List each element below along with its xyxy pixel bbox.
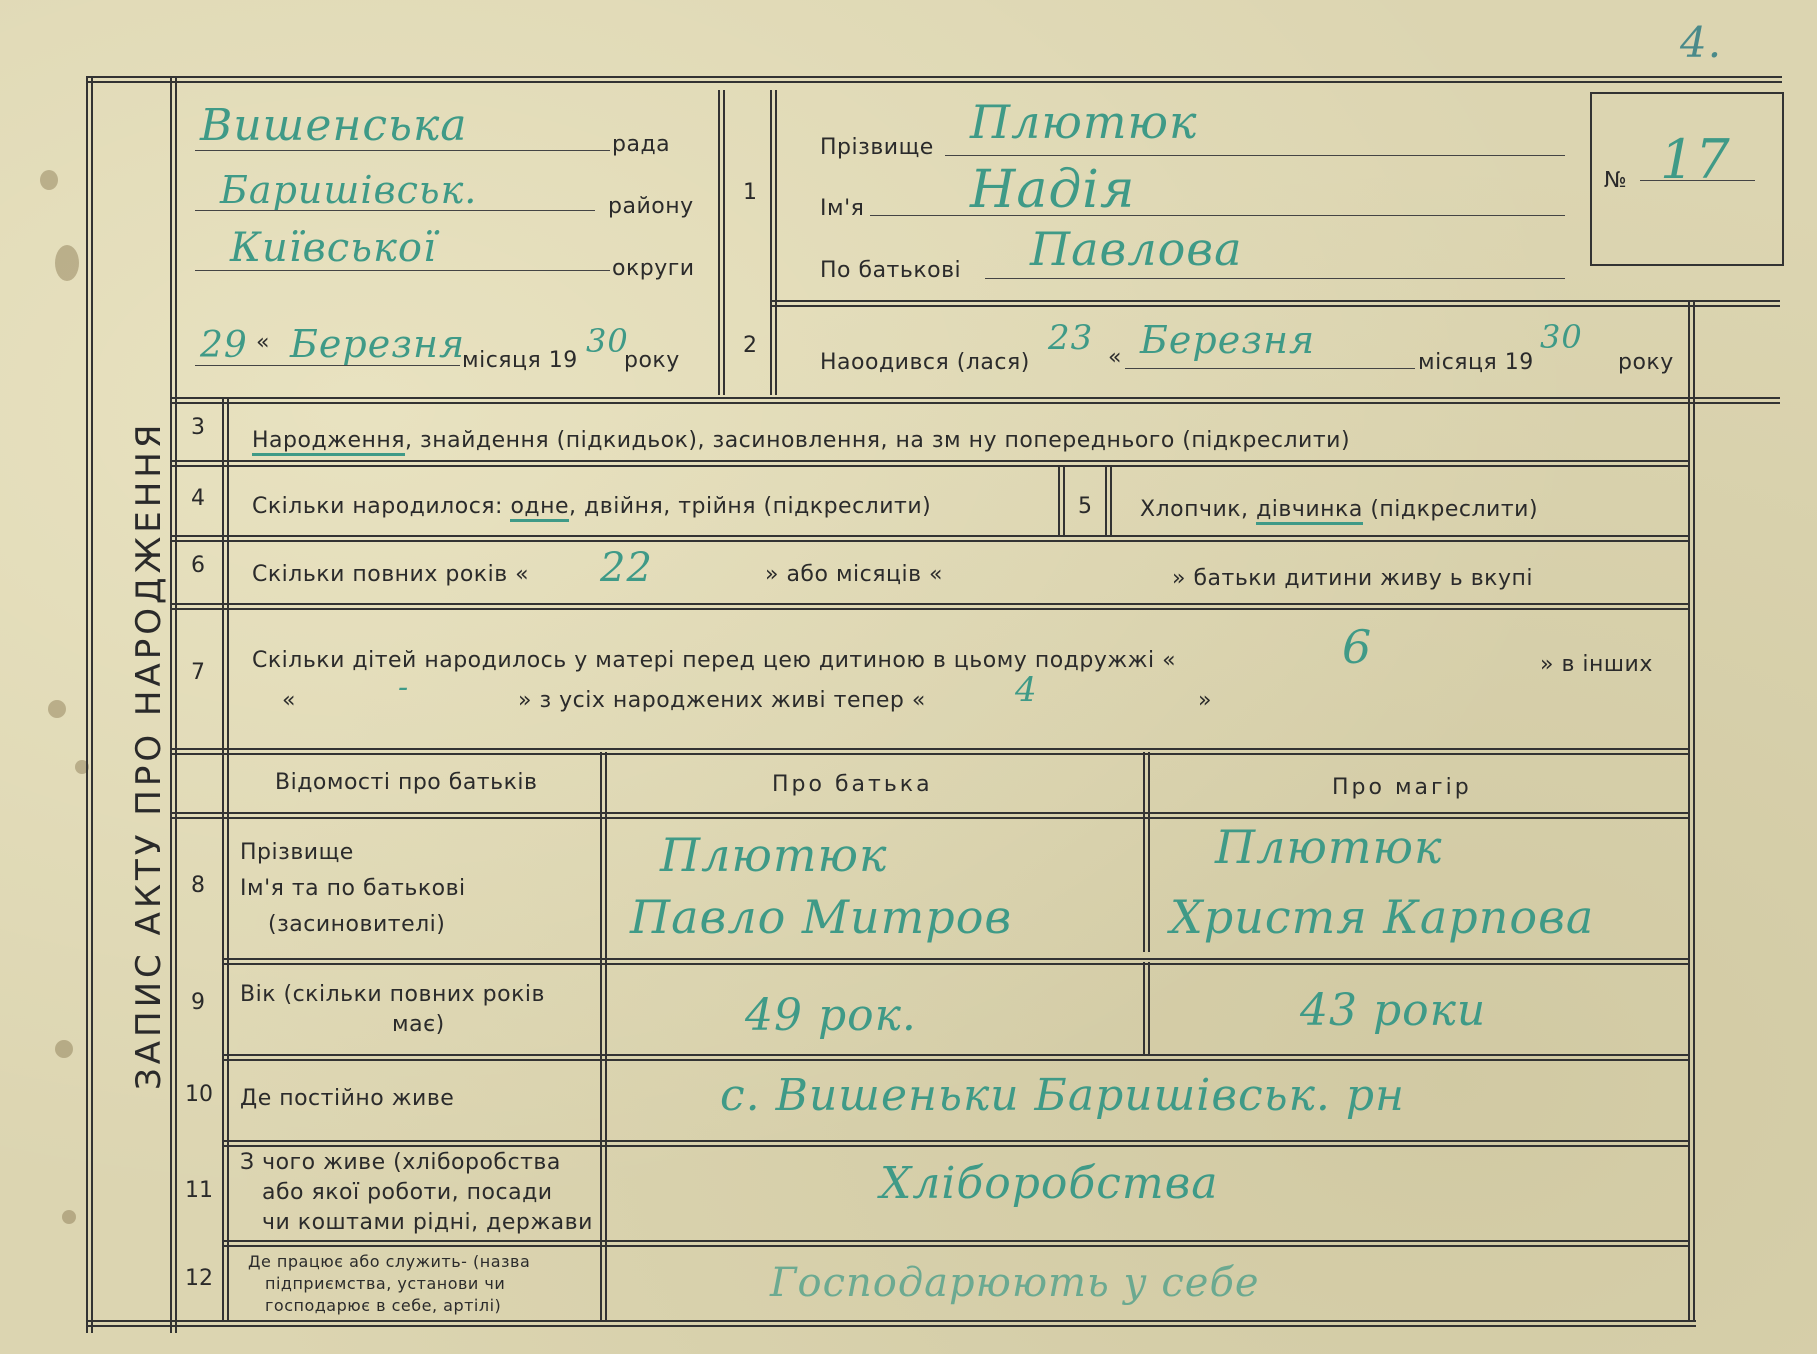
surname-label: Прізвище [820, 135, 934, 160]
record-number-label: № [1604, 168, 1628, 193]
row6-text-c: » батьки дитини живу ь вкупі [1172, 566, 1533, 591]
row10-label: Де постійно живе [240, 1086, 455, 1111]
row8-number: 8 [191, 873, 205, 898]
row11-label-1: З чого живе (хліборобства [240, 1150, 561, 1175]
row7-number: 7 [191, 660, 205, 685]
right-edge [1688, 300, 1695, 1320]
row8-label-1: Прізвище [240, 840, 354, 865]
row3-number: 3 [191, 415, 205, 440]
mother-surname: Плютюк [1215, 820, 1443, 874]
row7-line1: Скільки дітей народилось у матері перед цею дитиною в цьому подружжі « [252, 648, 1177, 673]
stain [55, 245, 79, 281]
name-label: Ім'я [820, 196, 865, 221]
reg-date-month: Березня [290, 322, 466, 366]
vertical-title-text: ЗАПИС АКТУ ПРО НАРОДЖЕННЯ [129, 420, 169, 1090]
record-number-value: 17 [1660, 128, 1731, 191]
row12-label-3: господарює в себе, артілі) [265, 1296, 502, 1315]
born-year-label: року [1618, 350, 1674, 375]
row5-before: Хлопчик, [1140, 497, 1249, 522]
divider [222, 1140, 1690, 1147]
council-underline [195, 150, 610, 151]
vertical-title [129, 421, 169, 1090]
reg-date-year-label: року [624, 348, 680, 373]
row7-line2-a: « [282, 688, 296, 713]
divider [170, 397, 1780, 404]
name-underline [870, 215, 1565, 216]
stain [62, 1210, 76, 1224]
row7-other: - [398, 670, 410, 705]
okrug-value: Київської [230, 225, 437, 271]
name-value: Надія [970, 160, 1136, 220]
box1-number: 1 [743, 180, 757, 205]
divider [1058, 465, 1065, 535]
page-number: 4. [1680, 18, 1723, 67]
header-father: Про батька [772, 772, 933, 797]
divider [170, 460, 1690, 467]
surname-value: Плютюк [970, 95, 1198, 149]
header-info: Відомості про батьків [275, 770, 538, 795]
row4-underlined: одне [510, 494, 569, 522]
born-year: 30 [1540, 318, 1583, 356]
row9-label-2: має) [392, 1012, 445, 1037]
row11-number: 11 [185, 1178, 213, 1203]
row5-underlined: дівчинка [1256, 497, 1363, 525]
quote: « [1108, 345, 1122, 370]
row12-number: 12 [185, 1266, 213, 1291]
reg-date-underline [195, 365, 460, 366]
divider [170, 603, 1690, 610]
divider [600, 752, 607, 1320]
row6-number: 6 [191, 553, 205, 578]
father-surname: Плютюк [660, 828, 888, 882]
mother-name: Христя Карпова [1170, 890, 1595, 944]
row6-text-b: » або місяців « [765, 562, 943, 587]
born-underline [1125, 368, 1415, 369]
row4-number: 4 [191, 486, 205, 511]
row10-number: 10 [185, 1082, 213, 1107]
okrug-underline [195, 270, 610, 271]
row4-text [252, 494, 931, 519]
row12-label-2: підприємства, установи чи [265, 1274, 506, 1293]
row11-label-3: чи коштами рідні, держави [262, 1210, 593, 1235]
district-value: Баришівськ. [220, 168, 478, 212]
patronymic-label: По батькові [820, 258, 962, 283]
row6-years: 22 [600, 545, 653, 591]
row4-before: Скільки народилося: [252, 494, 503, 519]
row7-line1-end: » в інших [1540, 652, 1653, 677]
row7-line2-c: » [1198, 688, 1212, 713]
patronymic-underline [985, 278, 1565, 279]
row7-line2-b: » з усіх народжених живі тепер « [518, 688, 926, 713]
row8-label-3: (засиновителі) [268, 912, 446, 937]
patronymic-value: Павлова [1030, 222, 1243, 276]
stain [55, 1040, 73, 1058]
row4-after: , двійня, трійня (підкреслити) [569, 494, 932, 519]
row10-value: с. Вишеньки Баришівськ. рн [720, 1070, 1405, 1121]
divider [222, 958, 1690, 965]
stain [40, 170, 58, 190]
row7-children: 6 [1342, 620, 1373, 674]
divider [170, 748, 1690, 755]
district-underline [195, 210, 595, 211]
row9-label-1: Вік (скільки повних років [240, 982, 545, 1007]
father-name: Павло Митров [630, 890, 1013, 944]
council-value: Вишенська [200, 100, 468, 151]
divider [170, 812, 1690, 819]
divider [718, 90, 725, 395]
surname-underline [945, 155, 1565, 156]
divider [170, 535, 1690, 542]
born-day: 23 [1048, 318, 1094, 358]
frame-bottom [86, 1320, 1696, 1327]
row12-label-1: Де працює або служить- (назва [248, 1252, 531, 1271]
row11-value: Хліборобства [880, 1158, 1219, 1209]
row9-number: 9 [191, 990, 205, 1015]
district-label: району [608, 194, 694, 219]
row5-after: (підкреслити) [1370, 497, 1539, 522]
header-mother: Про магір [1332, 775, 1472, 800]
divider [1105, 465, 1112, 535]
row6-text-a: Скільки повних років « [252, 562, 530, 587]
box2-number: 2 [743, 333, 757, 358]
frame-inner-left [170, 78, 177, 1333]
born-month: Березня [1140, 318, 1316, 362]
quote: « [256, 330, 270, 355]
divider [770, 90, 777, 395]
born-month-label: місяця 19 [1418, 350, 1534, 375]
row5-text [1140, 497, 1538, 522]
mother-age: 43 роки [1300, 985, 1487, 1036]
frame-top [86, 76, 1782, 83]
okrug-label: округи [612, 256, 695, 281]
row12-value: Господарюють у себе [770, 1260, 1260, 1306]
row3-underlined: Народження [252, 428, 405, 456]
record-number-underline [1640, 180, 1755, 181]
reg-date-year: 30 [586, 322, 629, 360]
father-age: 49 рок. [745, 990, 917, 1041]
row3-rest: , знайдення (підкидьок), засиновлення, на зм ну попереднього (підкреслити) [405, 428, 1351, 453]
stain [48, 700, 66, 718]
row7-alive: 4 [1015, 670, 1038, 710]
row8-label-2: Ім'я та по батькові [240, 876, 466, 901]
row5-number: 5 [1078, 494, 1092, 519]
divider [222, 1240, 1690, 1247]
divider [770, 300, 1780, 307]
council-label: рада [612, 132, 671, 157]
frame-left [86, 78, 93, 1333]
row11-label-2: або якої роботи, посади [262, 1180, 553, 1205]
reg-date-day: 29 [200, 325, 248, 366]
row3-text [252, 428, 1350, 453]
divider [1143, 752, 1150, 952]
reg-date-month-label: місяця 19 [462, 348, 578, 373]
born-label: Наоодився (лася) [820, 350, 1030, 375]
divider [1143, 962, 1150, 1054]
divider [222, 1054, 1690, 1061]
